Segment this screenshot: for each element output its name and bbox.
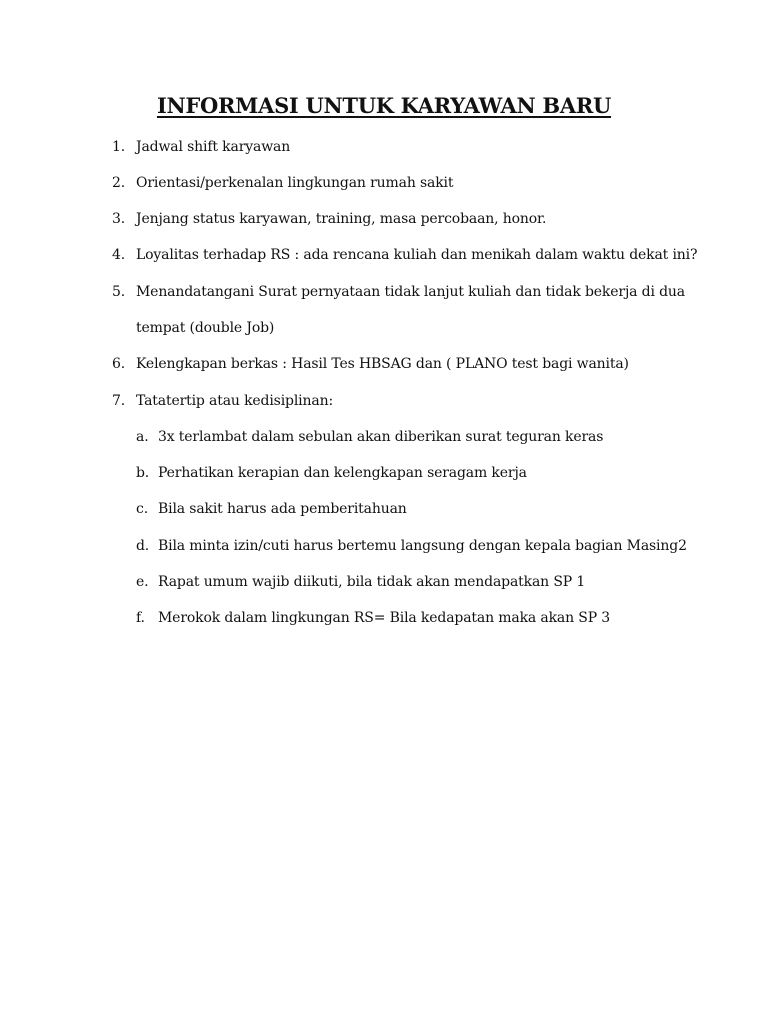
sub-list-item-letter: e.	[136, 574, 149, 590]
sub-list-item-text: Bila sakit harus ada pemberitahuan	[158, 501, 407, 517]
list-item-text-continuation: tempat (double Job)	[136, 320, 275, 336]
list-item-text: Loyalitas terhadap RS : ada rencana kuliah dan menikah dalam waktu dekat ini?	[136, 247, 698, 263]
list-item-text: Orientasi/perkenalan lingkungan rumah sakit	[136, 175, 454, 191]
sub-list-item-letter: d.	[136, 538, 150, 554]
list-item-text: Jenjang status karyawan, training, masa percobaan, honor.	[136, 211, 547, 227]
sub-list-item-text: Merokok dalam lingkungan RS= Bila kedapatan maka akan SP 3	[158, 610, 611, 626]
sub-list-item-letter: c.	[136, 501, 148, 517]
list-item-number: 6.	[112, 356, 126, 372]
sub-list-item-letter: f.	[136, 610, 145, 626]
list-item-number: 1.	[112, 139, 126, 155]
sub-list-item-text: Bila minta izin/cuti harus bertemu langsung dengan kepala bagian Masing2	[158, 538, 687, 554]
list-item-text: Kelengkapan berkas : Hasil Tes HBSAG dan ( PLANO test bagi wanita)	[136, 356, 629, 372]
list-item-text: Menandatangani Surat pernyataan tidak lanjut kuliah dan tidak bekerja di dua	[136, 284, 685, 300]
list-item-number: 7.	[112, 393, 126, 409]
sub-list-item-letter: a.	[136, 429, 149, 445]
sub-list-item-letter: b.	[136, 465, 150, 481]
document-title: INFORMASI UNTUK KARYAWAN BARU	[156, 93, 612, 118]
sub-list-item-text: 3x terlambat dalam sebulan akan diberikan surat teguran keras	[158, 429, 604, 445]
list-item-text: Jadwal shift karyawan	[136, 139, 291, 155]
sub-list-item-text: Rapat umum wajib diikuti, bila tidak akan mendapatkan SP 1	[158, 574, 586, 590]
list-item-number: 4.	[112, 247, 126, 263]
list-item-number: 2.	[112, 175, 126, 191]
list-item-number: 5.	[112, 284, 126, 300]
sub-list-item-text: Perhatikan kerapian dan kelengkapan seragam kerja	[158, 465, 527, 481]
list-item-number: 3.	[112, 211, 126, 227]
list-item-text: Tatatertip atau kedisiplinan:	[136, 393, 334, 409]
